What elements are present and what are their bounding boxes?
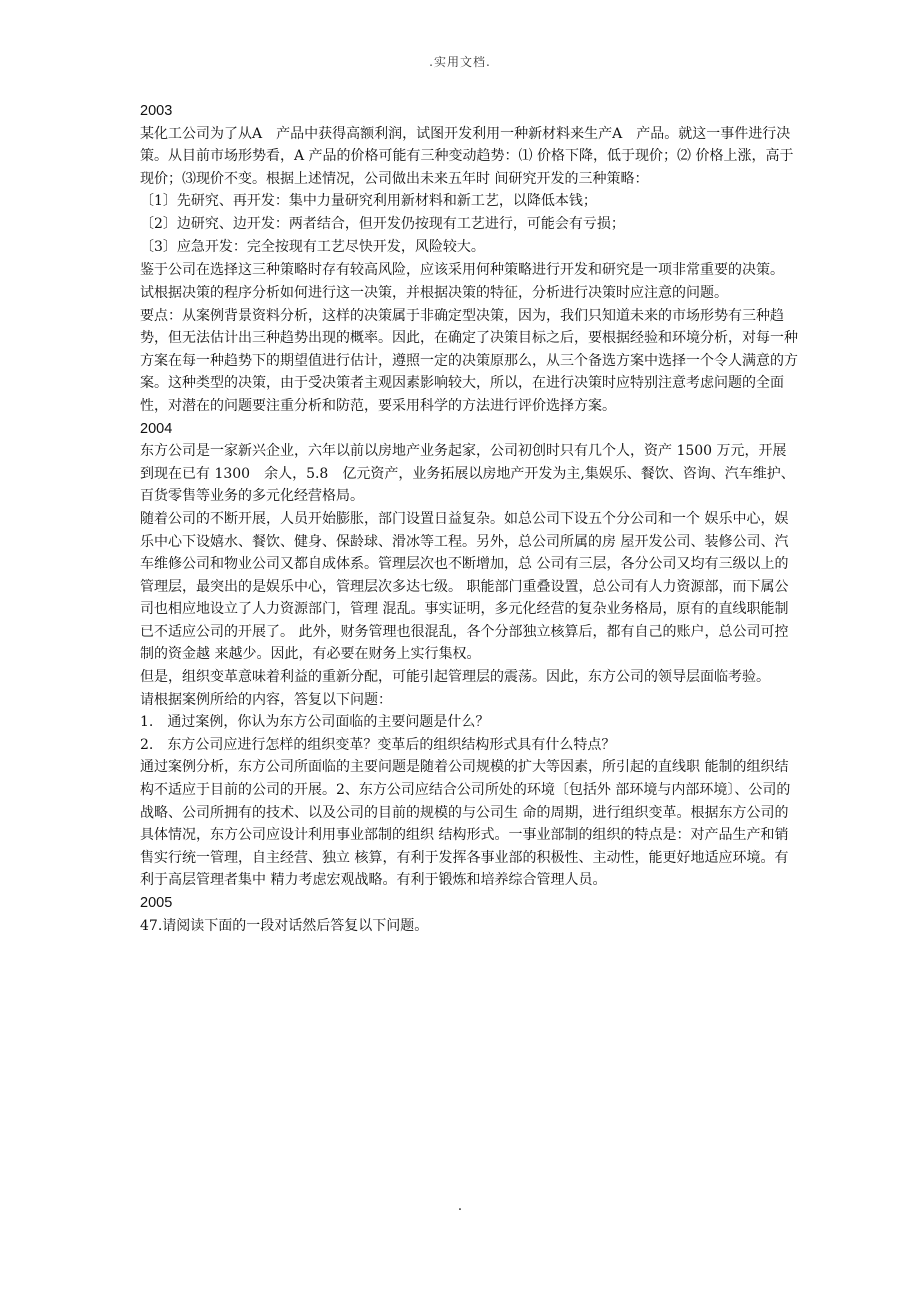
strategy-item: 〔3〕应急开发：完全按现有工艺尽快开发，风险较大。 bbox=[140, 239, 485, 256]
answer-paragraph: 通过案例分析，东方公司所面临的主要问题是随着公司规模的扩大等因素，所引起的直线职 能制的组织结构不适应于目前的公司的开展。2、东方公司应结合公司所处的环境〔包括外 部环境与内部环境〕、公司的战略、公司所拥有的技术、以及公司的目前的规模的与公司生 命的周期，进行组织变革。根据东方公司的具体情况，东方公司应设计利用事业部制的组织 结构形式。一事业部制的组织的特点是：对产品生产和销售实行统一管理，自主经营、独立 核算，有利于发挥各事业部的积极性、主动性，能更好地适应环境。有利于高层管理者集中 精力考虑宏观战略。有利于锻炼和培养综合管理人员。 bbox=[140, 759, 791, 889]
section-year-2003: 2003 bbox=[140, 103, 173, 119]
question-item: 1. 通过案例，你认为东方公司面临的主要问题是什么？ bbox=[140, 714, 490, 731]
running-footer: . bbox=[457, 1198, 463, 1214]
question-item: 2. 东方公司应进行怎样的组织变革？变革后的组织结构形式具有什么特点？ bbox=[140, 736, 616, 753]
running-header: .实用文档. bbox=[429, 55, 491, 69]
strategy-item: 〔1〕先研究、再开发：集中力量研究利用新材料和新工艺，以降低本钱； bbox=[140, 193, 597, 210]
paragraph: 某化工公司为了从A 产品中获得高额利润，试图开发利用一种新材料来生产A 产品。就这一事件进行决策。从目前市场形势看，A 产品的价格可能有三种变动趋势：⑴ 价格下降，低于现价；⑵ 价格上涨，高于现价；⑶现价不变。根据上述情况，公司做出未来五年时 间研究开发的三种策略： bbox=[140, 125, 794, 187]
paragraph: 随着公司的不断开展，人员开始膨胀，部门设置日益复杂。如总公司下设五个分公司和一个 娱乐中心，娱乐中心下设嬉水、餐饮、健身、保龄球、滑冰等工程。另外，总公司所属的房 屋开发公司、装修公司、汽车维修公司和物业公司又都自成体系。管理层次也不断增加，总 公司有三层，各分公司又均有三级以上的管理层，最突出的是娱乐中心，管理层次多达七级。 职能部门重叠设置，总公司有人力资源部，而下属公司也相应地设立了人力资源部门，管理 混乱。事实证明，多元化经营的复杂业务格局，原有的直线职能制已不适应公司的开展了。 此外，财务管理也很混乱，各个分部独立核算后，都有自己的账户，总公司可控制的资金越 来越少。因此，有必要在财务上实行集权。 bbox=[140, 510, 789, 663]
paragraph: 但是，组织变革意味着利益的重新分配，可能引起管理层的震荡。因此，东方公司的领导层面临考验。 bbox=[140, 669, 770, 686]
paragraph: 鉴于公司在选择这三种策略时存有较高风险，应该采用何种策略进行开发和研究是一项非常重要的决策。 bbox=[140, 262, 784, 279]
section-year-2004: 2004 bbox=[140, 420, 173, 437]
strategy-item: 〔2〕边研究、边开发：两者结合，但开发仍按现有工艺进行，可能会有亏损； bbox=[140, 216, 625, 233]
paragraph: 47.请阅读下面的一段对话然后答复以下问题。 bbox=[140, 917, 429, 934]
section-year-2005: 2005 bbox=[140, 895, 173, 911]
paragraph: 东方公司是一家新兴企业，六年以前以房地产业务起家，公司初创时只有几个人，资产 1500 万元，开展到现在已有 1300 余人，5.8 亿元资产，业务拓展以房地产开发为主,集娱乐、餐饮、咨询、汽车维护、百货零售等业务的多元化经营格局。 bbox=[140, 443, 795, 505]
paragraph: 试根据决策的程序分析如何进行这一决策，并根据决策的特征，分析进行决策时应注意的问题。 bbox=[140, 284, 728, 301]
paragraph: 请根据案例所给的内容，答复以下问题： bbox=[140, 691, 392, 708]
document-body bbox=[140, 100, 800, 937]
answer-paragraph: 要点：从案例背景资料分析，这样的决策属于非确定型决策，因为，我们只知道未来的市场形势有三种趋势，但无法估计出三种趋势出现的概率。因此，在确定了决策目标之后，要根据经验和环境分析，对每一种方案在每一种趋势下的期望值进行估计，遵照一定的决策原那么，从三个备选方案中选择一个令人满意的方案。这种类型的决策，由于受决策者主观因素影响较大，所以，在进行决策时应特别注意考虑问题的全面性，对潜在的问题要注重分析和防范，要采用科学的方法进行评价选择方案。 bbox=[140, 307, 798, 414]
